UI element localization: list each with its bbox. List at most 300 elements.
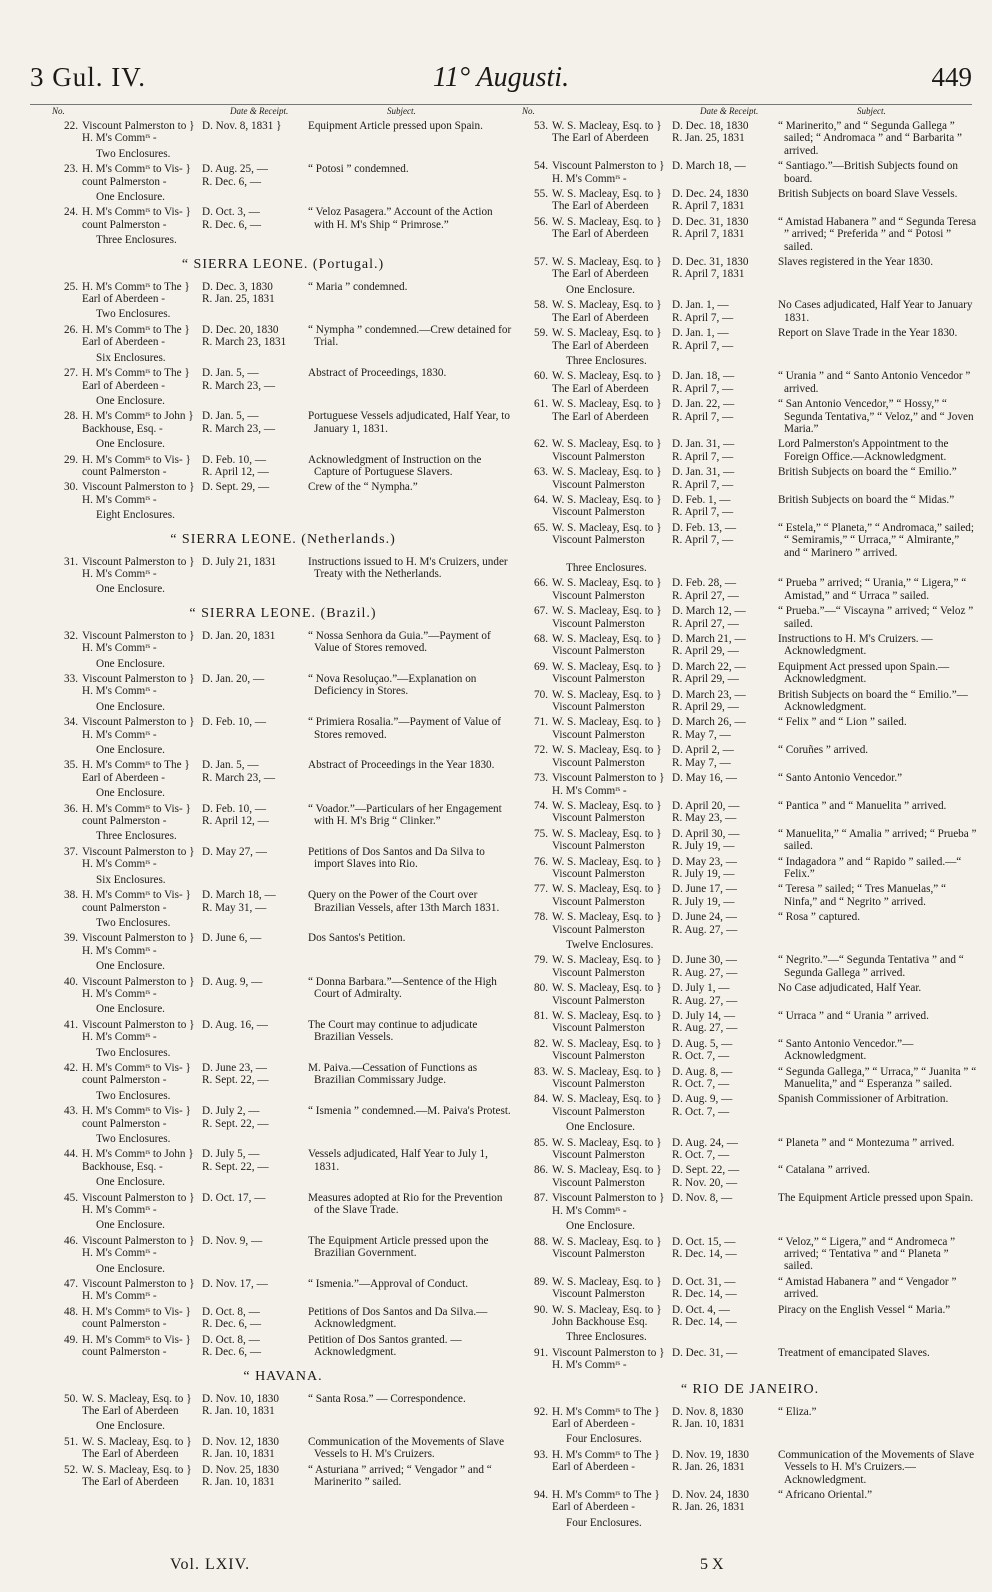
entry-parties xyxy=(552,1066,672,1091)
date-line: D. May 23, — xyxy=(672,855,737,868)
entry-dates xyxy=(672,370,776,395)
party-line: W. S. Macleay, Esq. to } xyxy=(552,827,662,840)
party-line: count Palmerston - xyxy=(82,175,167,188)
entry-dates xyxy=(672,438,776,463)
entry-subject: Instructions to H. M's Cruizers. —Acknowledgment. xyxy=(778,633,933,658)
party-line: W. S. Macleay, Esq. to } xyxy=(552,883,662,896)
date-line: D. Oct. 3, — xyxy=(202,206,260,219)
entry-number: 80. xyxy=(534,982,548,995)
column-header xyxy=(522,106,978,120)
enclosure-note: One Enclosure. xyxy=(96,1176,165,1189)
register-entry xyxy=(52,716,514,741)
party-line: H. M's Commʳˢ to Vis- } xyxy=(82,1061,191,1074)
party-line: W. S. Macleay, Esq. to } xyxy=(552,493,662,506)
date-line: D. Nov. 8, 1831 } xyxy=(202,120,282,132)
entry-subject: British Subjects on board the “ Emilio.” xyxy=(778,466,957,479)
register-entry xyxy=(52,1464,514,1489)
party-line: W. S. Macleay, Esq. to } xyxy=(552,1164,662,1177)
party-line: H. M's Commʳˢ - xyxy=(82,728,157,741)
entry-dates xyxy=(672,1236,776,1261)
entry-number: 58. xyxy=(534,299,548,312)
entry-number: 40. xyxy=(64,975,78,988)
enclosure-note: One Enclosure. xyxy=(96,1003,165,1016)
date-line: R. Jan. 10, 1831 xyxy=(202,1475,275,1488)
party-line: H. M's Commʳˢ to The } xyxy=(82,280,190,293)
entry-parties xyxy=(552,216,672,241)
entry-number: 46. xyxy=(64,1234,78,1247)
party-line: H. M's Commʳˢ - xyxy=(82,493,157,506)
register-entry xyxy=(52,1062,514,1087)
entry-number: 37. xyxy=(64,845,78,858)
entry-dates xyxy=(672,954,776,979)
entry-subject: “ Donna Barbara.”—Sentence of the High Court of Admiralty. xyxy=(308,975,497,1000)
register-entry xyxy=(522,256,978,281)
register-entry xyxy=(522,577,978,602)
date-line: R. Dec. 6, — xyxy=(202,1318,262,1331)
entry-parties xyxy=(82,803,202,828)
page-number: 449 xyxy=(931,62,972,92)
entry-number: 39. xyxy=(64,932,78,945)
date-line: R. Oct. 7, — xyxy=(672,1050,730,1063)
date-line: R. Aug. 27, — xyxy=(672,923,738,936)
party-line: W. S. Macleay, Esq. to } xyxy=(552,982,662,995)
entry-number: 60. xyxy=(534,370,548,383)
entry-parties xyxy=(552,1449,672,1474)
party-line: The Earl of Aberdeen xyxy=(552,339,649,352)
entry-parties xyxy=(82,1278,202,1303)
entry-number: 51. xyxy=(64,1435,78,1448)
register-entry xyxy=(52,324,514,349)
party-line: Earl of Aberdeen - xyxy=(82,379,165,392)
party-line: count Palmerston - xyxy=(82,1318,167,1331)
entry-dates xyxy=(202,1464,306,1489)
date-line: D. Nov. 25, 1830 xyxy=(202,1463,279,1476)
date-line: D. Jan. 1, — xyxy=(672,299,729,312)
entry-number: 76. xyxy=(534,855,548,868)
entry-subject: “ Teresa ” sailed; “ Tres Manuelas,” “ Ninfa,” and “ Negrito ” arrived. xyxy=(778,883,947,908)
date-line: D. June 30, — xyxy=(672,954,737,967)
party-line: Viscount Palmerston xyxy=(552,617,645,630)
page-header xyxy=(30,62,972,102)
entry-subject: “ Nympha ” condemned.—Crew detained for Trial. xyxy=(308,323,512,349)
entry-dates xyxy=(672,1010,776,1035)
enclosure-note: Two Enclosures. xyxy=(96,1089,171,1102)
date-line: D. Dec. 24, 1830 xyxy=(672,188,749,201)
entry-parties xyxy=(552,856,672,881)
party-line: Viscount Palmerston to } xyxy=(82,673,195,685)
date-line: R. May 31, — xyxy=(202,901,267,914)
party-line: H. M's Commʳˢ - xyxy=(82,987,157,1000)
date-line: D. July 2, — xyxy=(202,1105,260,1118)
regnal-year: 3 Gul. IV. xyxy=(30,62,147,92)
date-line: D. July 21, 1831 xyxy=(202,555,277,568)
entry-parties xyxy=(82,1464,202,1489)
enclosure-note: One Enclosure. xyxy=(96,744,165,757)
entry-number: 88. xyxy=(534,1235,548,1248)
entry-number: 65. xyxy=(534,521,548,534)
party-line: The Earl of Aberdeen xyxy=(82,1475,179,1488)
party-line: The Earl of Aberdeen xyxy=(552,311,649,324)
enclosure-note: One Enclosure. xyxy=(96,1420,165,1433)
register-entry xyxy=(52,1235,514,1260)
entry-parties xyxy=(82,410,202,435)
entry-parties xyxy=(552,327,672,352)
date-line: D. Aug. 5, — xyxy=(672,1037,733,1050)
party-line: Viscount Palmerston xyxy=(552,1078,645,1091)
enclosure-note: One Enclosure. xyxy=(96,583,165,596)
entry-number: 44. xyxy=(64,1148,78,1161)
party-line: The Earl of Aberdeen xyxy=(82,1404,179,1417)
register-entry xyxy=(522,370,978,395)
entry-dates xyxy=(202,556,306,568)
entry-subject: Piracy on the English Vessel “ Maria.” xyxy=(778,1303,951,1316)
entry-subject: Petition of Dos Santos granted. —Acknowledgment. xyxy=(308,1333,462,1359)
enclosure-note: One Enclosure. xyxy=(96,394,165,407)
entry-number: 28. xyxy=(64,410,78,423)
entry-dates xyxy=(672,883,776,908)
party-line: W. S. Macleay, Esq. to } xyxy=(552,256,662,269)
party-line: Viscount Palmerston to } xyxy=(82,481,195,494)
entry-parties xyxy=(552,256,672,281)
date-line: D. April 2, — xyxy=(672,744,734,757)
entry-number: 91. xyxy=(534,1346,548,1359)
register-entry xyxy=(522,856,978,881)
entry-parties xyxy=(82,481,202,506)
date-line: R. Dec. 14, — xyxy=(672,1247,737,1260)
party-line: H. M's Commʳˢ - xyxy=(552,784,627,797)
date-line: D. June 6, — xyxy=(202,932,262,945)
date-line: D. March 12, — xyxy=(672,605,746,618)
date-line: R. Jan. 25, 1831 xyxy=(202,293,275,306)
register-entry xyxy=(52,454,514,479)
party-line: Earl of Aberdeen - xyxy=(552,1417,635,1430)
entry-subject: “ Eliza.” xyxy=(778,1405,817,1418)
entry-number: 79. xyxy=(534,954,548,967)
entry-subject: No Cases adjudicated, Half Year to January 1831. xyxy=(778,299,973,324)
entry-subject: “ Pantica ” and “ Manuelita ” arrived. xyxy=(778,799,947,812)
entry-dates xyxy=(202,1334,306,1359)
entry-number: 53. xyxy=(534,120,548,132)
party-line: H. M's Commʳˢ - xyxy=(82,1031,157,1044)
col-head-no: No. xyxy=(52,106,65,116)
date-line: D. Nov. 12, 1830 xyxy=(202,1435,279,1448)
register-entry xyxy=(52,1148,514,1173)
register-entry xyxy=(522,982,978,1007)
date-line: R. Aug. 27, — xyxy=(672,1022,738,1035)
date-line: D. March 18, — xyxy=(202,889,276,902)
entry-dates xyxy=(202,976,306,988)
entry-subject: Communication of the Movements of Slave Vessels to H. M's Cruizers.—Acknowledgment. xyxy=(778,1448,975,1486)
entry-parties xyxy=(552,744,672,769)
entry-parties xyxy=(552,188,672,213)
party-line: Viscount Palmerston xyxy=(552,478,645,491)
date-line: D. Nov. 24, 1830 xyxy=(672,1489,749,1501)
party-line: Viscount Palmerston xyxy=(552,1149,645,1162)
entry-number: 92. xyxy=(534,1405,548,1418)
party-line: W. S. Macleay, Esq. to } xyxy=(552,716,662,729)
entry-subject: “ Negrito.”—“ Segunda Tentativa ” and “ Segunda Gallega ” arrived. xyxy=(778,954,964,979)
date-line: R. Dec. 6, — xyxy=(202,218,262,231)
date-line: D. Sept. 22, — xyxy=(672,1164,740,1177)
party-line: W. S. Macleay, Esq. to } xyxy=(552,1037,662,1050)
date-line: R. April 7, 1831 xyxy=(672,200,745,213)
date-line: R. April 29, — xyxy=(672,701,739,714)
entry-number: 32. xyxy=(64,629,78,642)
entry-number: 57. xyxy=(534,256,548,269)
date-line: R. Dec. 14, — xyxy=(672,1288,737,1301)
entry-subject: “ San Antonio Vencedor,” “ Hossy,” “ Segunda Tentativa,” “ Veloz,” and “ Joven Maria.” xyxy=(778,398,974,435)
date-line: D. Jan. 18, — xyxy=(672,370,735,383)
enclosure-note: One Enclosure. xyxy=(96,657,165,670)
entry-number: 69. xyxy=(534,660,548,673)
enclosure-note: Four Enclosures. xyxy=(566,1433,642,1446)
party-line: W. S. Macleay, Esq. to } xyxy=(552,521,662,534)
register-entry xyxy=(522,1164,978,1189)
entry-parties xyxy=(552,605,672,630)
entry-number: 94. xyxy=(534,1489,548,1501)
entry-subject: Equipment Act pressed upon Spain.—Acknowledgment. xyxy=(778,660,950,686)
party-line: John Backhouse Esq. xyxy=(552,1315,648,1328)
entry-subject: “ Africano Oriental.” xyxy=(778,1489,873,1501)
entry-subject: “ Nossa Senhora da Guia.”—Payment of Value of Stores removed. xyxy=(308,629,491,655)
entry-dates xyxy=(672,160,776,172)
entry-number: 64. xyxy=(534,493,548,506)
date-line: D. Nov. 8, — xyxy=(672,1192,733,1205)
register-entry xyxy=(52,120,514,145)
entry-number: 87. xyxy=(534,1192,548,1205)
party-line: Viscount Palmerston xyxy=(552,589,645,602)
entry-dates xyxy=(202,454,306,479)
entry-parties xyxy=(82,1334,202,1359)
party-line: W. S. Macleay, Esq. to } xyxy=(552,1235,662,1248)
entry-subject: M. Paiva.—Cessation of Functions as Brazilian Commissary Judge. xyxy=(308,1061,478,1087)
date-line: R. April 29, — xyxy=(672,645,739,658)
party-line: H. M's Commʳˢ - xyxy=(552,172,627,185)
entry-subject: “ Manuelita,” “ Amalia ” arrived; “ Prueba ” sailed. xyxy=(778,827,977,853)
party-line: W. S. Macleay, Esq. to } xyxy=(552,605,662,618)
column-header xyxy=(52,106,514,120)
date-line: R. Aug. 27, — xyxy=(672,966,738,979)
party-line: H. M's Commʳˢ to Vis- } xyxy=(82,802,191,815)
date-line: D. Nov. 17, — xyxy=(202,1278,268,1291)
date-line: R. May 7, — xyxy=(672,728,731,741)
register-entry xyxy=(522,828,978,853)
date-line: R. Dec. 6, — xyxy=(202,1346,262,1359)
date-line: D. Nov. 9, — xyxy=(202,1234,263,1247)
entry-number: 78. xyxy=(534,911,548,924)
date-line: D. Jan. 5, — xyxy=(202,410,259,423)
entry-number: 71. xyxy=(534,716,548,729)
entry-number: 48. xyxy=(64,1305,78,1318)
date-line: D. Jan. 31, — xyxy=(672,438,735,451)
entry-parties xyxy=(82,367,202,392)
entry-subject: “ Catalana ” arrived. xyxy=(778,1164,870,1177)
entry-parties xyxy=(552,522,672,547)
entry-subject: Report on Slave Trade in the Year 1830. xyxy=(778,327,958,340)
party-line: count Palmerston - xyxy=(82,1117,167,1130)
entry-number: 49. xyxy=(64,1333,78,1346)
entry-subject: “ Nova Resoluçao.”—Explanation on Deficiency in Stores. xyxy=(308,673,477,698)
register-entry xyxy=(522,772,978,797)
date-line: R. April 7, — xyxy=(672,450,734,463)
entry-subject: Petitions of Dos Santos and Da Silva to import Slaves into Rio. xyxy=(308,845,485,871)
party-line: H. M's Commʳˢ to The } xyxy=(82,759,190,772)
entry-parties xyxy=(552,661,672,686)
entry-dates xyxy=(672,577,776,602)
entry-number: 85. xyxy=(534,1136,548,1149)
enclosure-note: Twelve Enclosures. xyxy=(566,938,654,951)
date-line: D. Oct. 31, — xyxy=(672,1275,736,1288)
party-line: H. M's Commʳˢ - xyxy=(82,642,157,655)
entry-parties xyxy=(82,1148,202,1173)
party-line: Viscount Palmerston xyxy=(552,1176,645,1189)
entry-dates xyxy=(672,1038,776,1063)
entry-number: 62. xyxy=(534,438,548,451)
entry-number: 83. xyxy=(534,1065,548,1078)
entry-dates xyxy=(202,1105,306,1130)
party-line: W. S. Macleay, Esq. to } xyxy=(552,911,662,924)
entry-number: 70. xyxy=(534,688,548,701)
entry-dates xyxy=(672,828,776,853)
entry-parties xyxy=(552,954,672,979)
entry-parties xyxy=(82,976,202,1001)
party-line: Viscount Palmerston xyxy=(552,923,645,936)
party-line: Viscount Palmerston to } xyxy=(552,1346,665,1359)
entry-parties xyxy=(552,494,672,519)
date-line: R. April 27, — xyxy=(672,589,739,602)
party-line: W. S. Macleay, Esq. to } xyxy=(552,398,662,411)
date-line: D. March 21, — xyxy=(672,633,746,646)
register-entry xyxy=(522,188,978,213)
date-line: R. March 23, — xyxy=(202,771,276,784)
entry-subject: Dos Santos's Petition. xyxy=(308,932,406,945)
entry-number: 72. xyxy=(534,744,548,757)
entry-parties xyxy=(82,846,202,871)
date-line: R. March 23, — xyxy=(202,422,276,435)
party-line: H. M's Commʳˢ - xyxy=(82,132,157,145)
entry-dates xyxy=(202,1019,306,1031)
entry-number: 33. xyxy=(64,673,78,685)
register-entry xyxy=(522,1010,978,1035)
entry-dates xyxy=(672,216,776,241)
entry-subject: No Case adjudicated, Half Year. xyxy=(778,982,922,995)
entry-number: 31. xyxy=(64,555,78,568)
entry-number: 43. xyxy=(64,1105,78,1118)
entry-dates xyxy=(672,605,776,630)
entry-parties xyxy=(82,889,202,914)
party-line: count Palmerston - xyxy=(82,815,167,828)
entry-dates xyxy=(672,633,776,658)
party-line: H. M's Commʳˢ to The } xyxy=(82,367,190,380)
entry-dates xyxy=(672,466,776,491)
entry-number: 38. xyxy=(64,889,78,902)
register-entry xyxy=(522,716,978,741)
entry-dates xyxy=(672,494,776,519)
date-line: D. Dec. 31, 1830 xyxy=(672,256,749,269)
register-entry xyxy=(522,1093,978,1118)
date-line: R. Sept. 22, — xyxy=(202,1160,269,1173)
entry-parties xyxy=(552,299,672,324)
register-entry xyxy=(52,1393,514,1418)
party-line: Viscount Palmerston to } xyxy=(552,1192,665,1205)
enclosure-note: One Enclosure. xyxy=(96,700,165,713)
register-entry xyxy=(522,438,978,463)
entry-dates xyxy=(202,889,306,914)
enclosure-note: One Enclosure. xyxy=(96,438,165,451)
entry-subject: “ Veloz,” “ Ligera,” and “ Andromeca ” arrived; “ Tentativa ” and “ Planeta ” sailed. xyxy=(778,1235,956,1273)
date-line: D. June 23, — xyxy=(202,1061,267,1074)
party-line: H. M's Commʳˢ to John } xyxy=(82,1148,194,1161)
party-line: Viscount Palmerston xyxy=(552,812,645,825)
register-entry xyxy=(522,954,978,979)
register-entry xyxy=(52,1436,514,1461)
entry-dates xyxy=(672,911,776,936)
enclosure-note: Three Enclosures. xyxy=(566,354,647,367)
register-entry xyxy=(52,367,514,392)
entry-number: 47. xyxy=(64,1278,78,1291)
entry-dates xyxy=(202,481,306,493)
date-line: D. April 20, — xyxy=(672,799,740,812)
date-line: D. Dec. 31, — xyxy=(672,1346,738,1359)
party-line: W. S. Macleay, Esq. to } xyxy=(552,633,662,646)
entry-number: 56. xyxy=(534,215,548,228)
register-entry xyxy=(52,1105,514,1130)
header-rule xyxy=(30,104,972,105)
signature-mark: 5 X xyxy=(700,1556,724,1573)
entry-parties xyxy=(82,1306,202,1331)
entry-parties xyxy=(552,883,672,908)
enclosure-note: Six Enclosures. xyxy=(96,873,166,886)
party-line: H. M's Commʳˢ to The } xyxy=(552,1405,660,1418)
party-line: Earl of Aberdeen - xyxy=(552,1501,635,1514)
party-line: W. S. Macleay, Esq. to } xyxy=(552,744,662,757)
entry-number: 82. xyxy=(534,1037,548,1050)
section-title: “ SIERRA LEONE. (Portugal.) xyxy=(181,256,385,272)
register-entry xyxy=(52,846,514,871)
entry-subject: “ Potosi ” condemned. xyxy=(308,163,409,176)
date-line: R. April 7, — xyxy=(672,534,734,547)
entry-parties xyxy=(552,438,672,463)
entry-dates xyxy=(672,1164,776,1189)
entry-subject: “ Marinerito,” and “ Segunda Gallega ” sailed; “ Andromaca ” and “ Barbarita ” arrived. xyxy=(778,120,962,157)
party-line: Viscount Palmerston xyxy=(552,840,645,853)
party-line: Viscount Palmerston xyxy=(552,506,645,519)
party-line: W. S. Macleay, Esq. to } xyxy=(552,954,662,967)
entry-parties xyxy=(552,716,672,741)
date-line: D. Oct. 8, — xyxy=(202,1333,260,1346)
party-line: count Palmerston - xyxy=(82,465,167,478)
entry-subject: British Subjects on board Slave Vessels. xyxy=(778,188,958,201)
enclosure-note: Three Enclosures. xyxy=(566,1331,647,1344)
register-entry xyxy=(52,759,514,784)
register-entry xyxy=(522,883,978,908)
entry-parties xyxy=(552,982,672,1007)
entry-number: 93. xyxy=(534,1448,548,1461)
party-line: Viscount Palmerston to } xyxy=(82,1191,195,1204)
entry-parties xyxy=(82,1235,202,1260)
date-line: R. Jan. 10, 1831 xyxy=(202,1404,275,1417)
register-entry xyxy=(522,911,978,936)
entry-subject: Abstract of Proceedings in the Year 1830. xyxy=(308,759,495,772)
entry-subject: The Equipment Article pressed upon the Brazilian Government. xyxy=(308,1234,489,1260)
entry-dates xyxy=(672,1449,776,1474)
date-line: R. April 7, — xyxy=(672,478,734,491)
party-line: Viscount Palmerston to } xyxy=(82,975,195,988)
register-entry xyxy=(52,410,514,435)
register-entry xyxy=(52,1306,514,1331)
entry-number: 50. xyxy=(64,1392,78,1405)
date-line: D. Jan. 1, — xyxy=(672,327,729,340)
